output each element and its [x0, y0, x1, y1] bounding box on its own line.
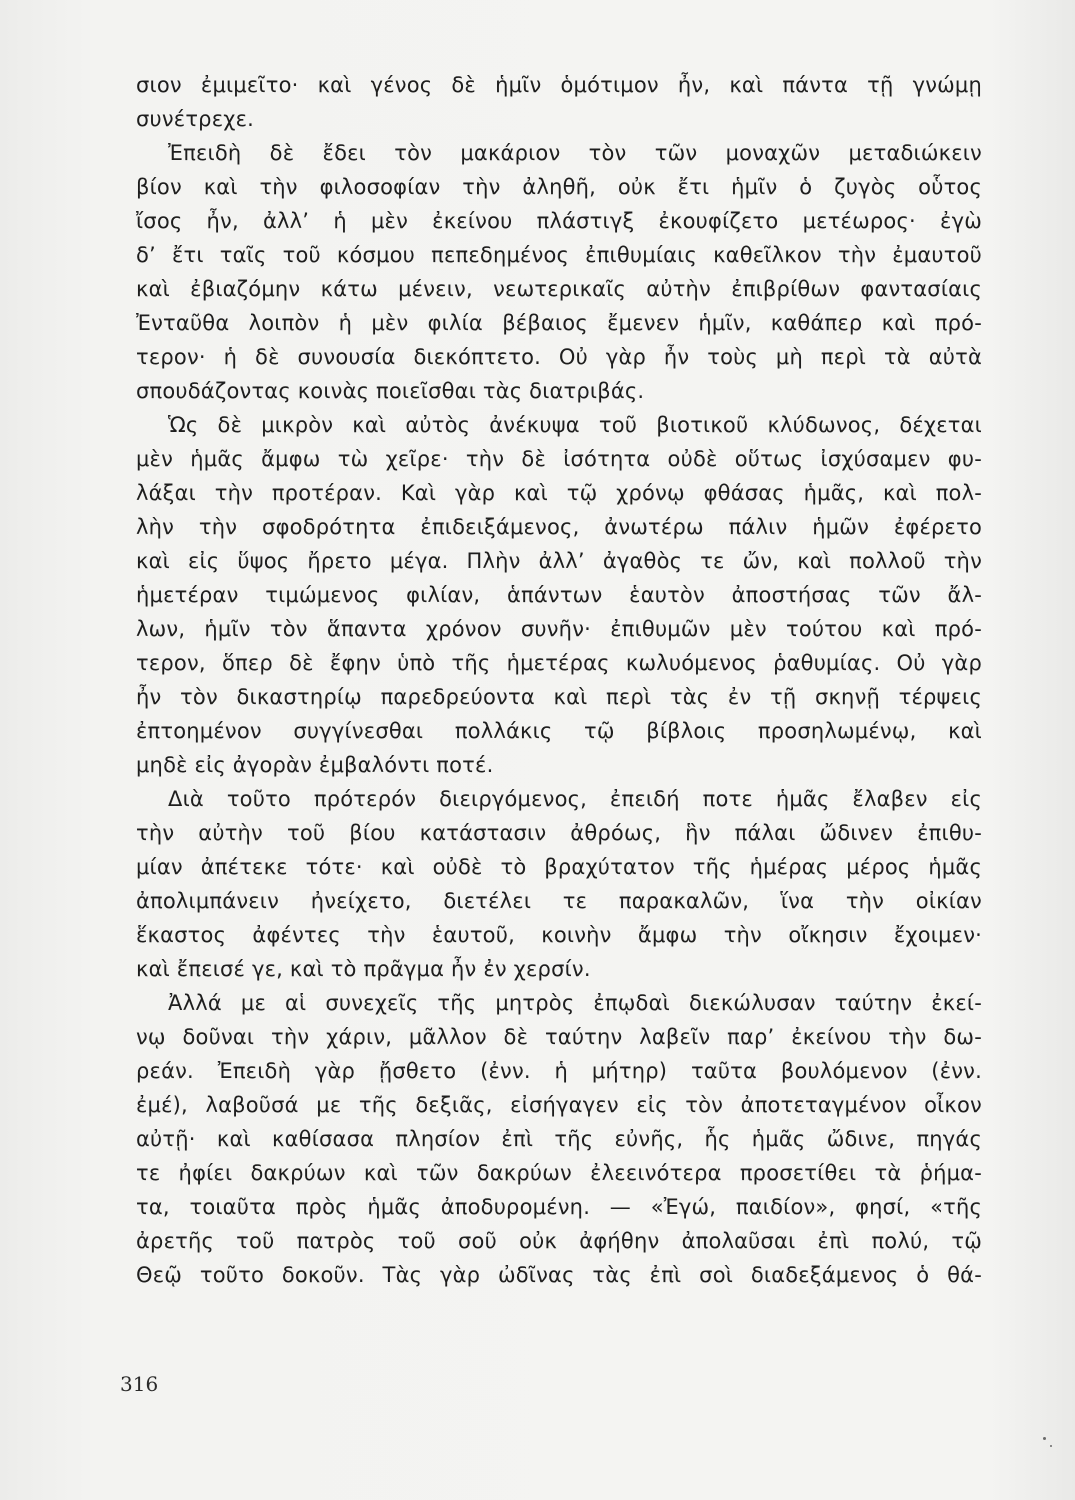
text-line: δ’ ἔτι ταῖς τοῦ κόσμου πεπεδημένος ἐπιθυμίαις καθεῖλκον τὴν ἐμαυτοῦ [136, 243, 982, 267]
text-line: καὶ ἔπεισέ γε, καὶ τὸ πρᾶγμα ἦν ἐν χερσίν. [136, 957, 591, 981]
text-line: τὴν αὐτὴν τοῦ βίου κατάστασιν ἀθρόως, ἣν πάλαι ὤδινεν ἐπιθυ- [136, 821, 982, 845]
text-line: λάξαι τὴν προτέραν. Καὶ γὰρ καὶ τῷ χρόνῳ φθάσας ἡμᾶς, καὶ πολ- [136, 481, 982, 505]
text-line: τε ἠφίει δακρύων καὶ τῶν δακρύων ἐλεεινότερα προσετίθει τὰ ῥήμα- [136, 1161, 982, 1185]
text-line: ἀπολιμπάνειν ἠνείχετο, διετέλει τε παρακαλῶν, ἵνα τὴν οἰκίαν [136, 889, 982, 913]
text-line: ἦν τὸν δικαστηρίῳ παρεδρεύοντα καὶ περὶ τὰς ἐν τῇ σκηνῇ τέρψεις [136, 685, 982, 709]
text-line: νῳ δοῦναι τὴν χάριν, μᾶλλον δὲ ταύτην λαβεῖν παρ’ ἐκείνου τὴν δω- [136, 1025, 982, 1049]
text-line: ἀρετῆς τοῦ πατρὸς τοῦ σοῦ οὐκ ἀφήθην ἀπολαῦσαι ἐπὶ πολύ, τῷ [136, 1229, 982, 1253]
text-line: λὴν τὴν σφοδρότητα ἐπιδειξάμενος, ἀνωτέρω πάλιν ἡμῶν ἐφέρετο [136, 515, 982, 539]
dust-speck [1043, 1437, 1046, 1440]
text-line: Θεῷ τοῦτο δοκοῦν. Τὰς γὰρ ὠδῖνας τὰς ἐπὶ σοὶ διαδεξάμενος ὁ θά- [136, 1263, 982, 1287]
text-line: ἡμετέραν τιμώμενος φιλίαν, ἁπάντων ἑαυτὸν ἀποστήσας τῶν ἄλ- [136, 583, 982, 607]
text-line: ἐπτοημένον συγγίνεσθαι πολλάκις τῷ βίβλοις προσηλωμένῳ, καὶ [136, 719, 982, 743]
text-line: συνέτρεχε. [136, 107, 255, 131]
text-line: καὶ εἰς ὕψος ἤρετο μέγα. Πλὴν ἀλλ’ ἀγαθὸς τε ὤν, καὶ πολλοῦ τὴν [136, 549, 982, 573]
page-number: 316 [120, 1372, 159, 1396]
text-line: Ἐπειδὴ δὲ ἔδει τὸν μακάριον τὸν τῶν μοναχῶν μεταδιώκειν [168, 141, 982, 165]
text-line: βίον καὶ τὴν φιλοσοφίαν τὴν ἀληθῆ, οὐκ ἔτι ἡμῖν ὁ ζυγὸς οὗτος [136, 175, 982, 199]
text-line: τα, τοιαῦτα πρὸς ἡμᾶς ἀποδυρομένη. — «Ἐγώ, παιδίον», φησί, «τῆς [136, 1195, 982, 1219]
text-line: Ὡς δὲ μικρὸν καὶ αὐτὸς ἀνέκυψα τοῦ βιοτικοῦ κλύδωνος, δέχεται [168, 413, 982, 437]
text-line: τερον, ὅπερ δὲ ἔφην ὑπὸ τῆς ἡμετέρας κωλυόμενος ῥαθυμίας. Οὐ γὰρ [136, 651, 982, 675]
text-line: Ἐνταῦθα λοιπὸν ἡ μὲν φιλία βέβαιος ἔμενεν ἡμῖν, καθάπερ καὶ πρό- [136, 311, 982, 335]
text-line: σιον ἐμιμεῖτο· καὶ γένος δὲ ἡμῖν ὁμότιμον ἦν, καὶ πάντα τῇ γνώμῃ [136, 73, 982, 97]
text-line: σπουδάζοντας κοινὰς ποιεῖσθαι τὰς διατριβάς. [136, 379, 645, 403]
text-line: καὶ ἐβιαζόμην κάτω μένειν, νεωτερικαῖς αὐτὴν ἐπιβρίθων φαντασίαις [136, 277, 982, 301]
text-line: ρεάν. Ἐπειδὴ γὰρ ᾔσθετο (ἐνν. ἡ μήτηρ) ταῦτα βουλόμενον (ἐνν. [136, 1059, 982, 1083]
text-line: ἕκαστος ἀφέντες τὴν ἑαυτοῦ, κοινὴν ἄμφω τὴν οἴκησιν ἔχοιμεν· [136, 923, 982, 947]
text-line: λων, ἡμῖν τὸν ἅπαντα χρόνον συνῆν· ἐπιθυμῶν μὲν τούτου καὶ πρό- [136, 617, 982, 641]
text-line: αὐτῇ· καὶ καθίσασα πλησίον ἐπὶ τῆς εὐνῆς, ἧς ἡμᾶς ὤδινε, πηγάς [136, 1127, 982, 1151]
text-line: τερον· ἡ δὲ συνουσία διεκόπτετο. Οὐ γὰρ ἦν τοὺς μὴ περὶ τὰ αὐτὰ [136, 345, 982, 369]
text-line: μίαν ἀπέτεκε τότε· καὶ οὐδὲ τὸ βραχύτατον τῆς ἡμέρας μέρος ἡμᾶς [136, 855, 982, 879]
dust-speck [1050, 1445, 1052, 1447]
text-line: μηδὲ εἰς ἀγορὰν ἐμβαλόντι ποτέ. [136, 753, 494, 777]
text-line: Διὰ τοῦτο πρότερόν διειργόμενος, ἐπειδή ποτε ἡμᾶς ἔλαβεν εἰς [168, 787, 982, 811]
text-line: ἴσος ἦν, ἀλλ’ ἡ μὲν ἐκείνου πλάστιγξ ἐκουφίζετο μετέωρος· ἐγὼ [136, 209, 982, 233]
text-line: Ἀλλά με αἱ συνεχεῖς τῆς μητρὸς ἐπῳδαὶ διεκώλυσαν ταύτην ἐκεί- [168, 991, 982, 1015]
text-line: ἐμέ), λαβοῦσά με τῆς δεξιᾶς, εἰσήγαγεν εἰς τὸν ἀποτεταγμένον οἶκον [136, 1093, 982, 1117]
text-line: μὲν ἡμᾶς ἄμφω τὼ χεῖρε· τὴν δὲ ἰσότητα οὐδὲ οὕτως ἰσχύσαμεν φυ- [136, 447, 982, 471]
